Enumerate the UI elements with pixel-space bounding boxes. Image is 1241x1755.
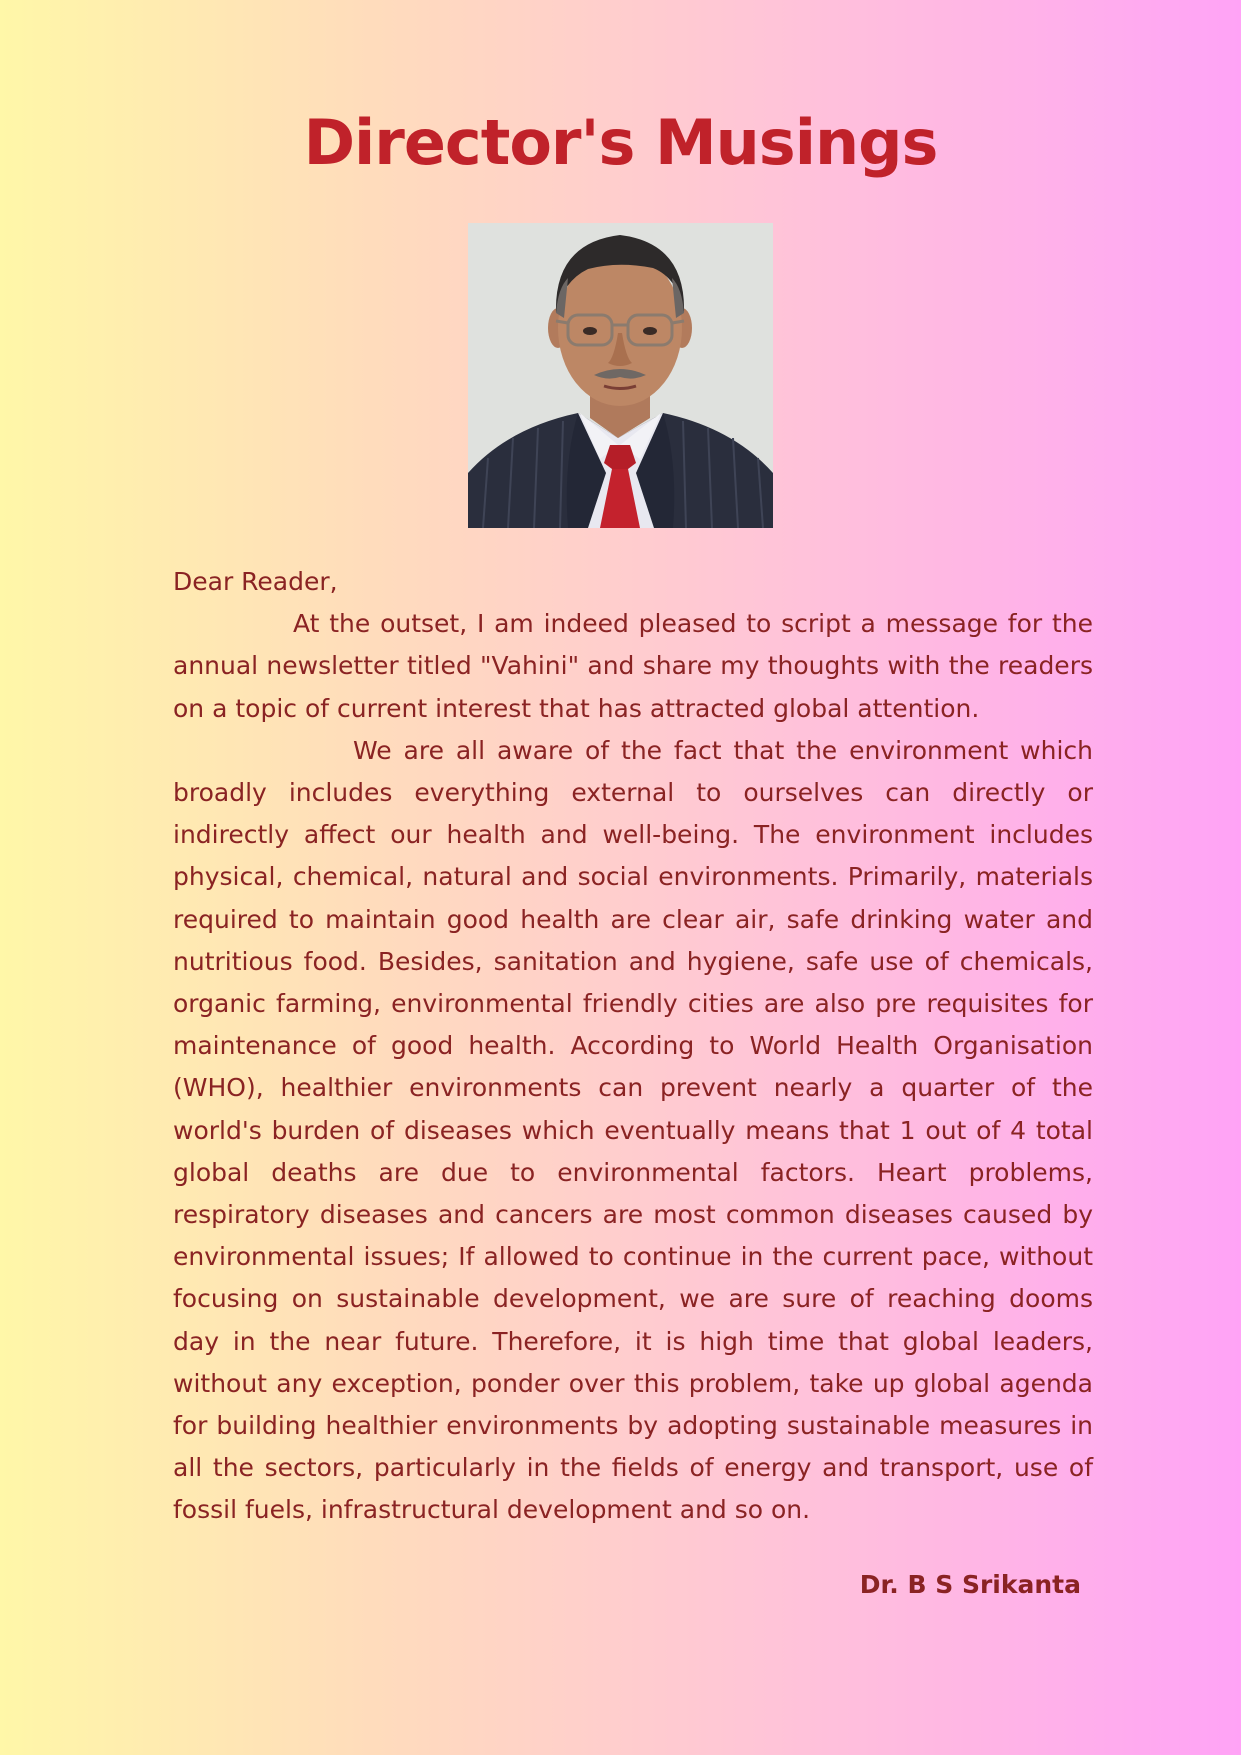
paragraph-environment: We are all aware of the fact that the environment which broadly includes everything external to ourselves can directly or indirectly affect our health and well-being. The environment includes physical, chemical, natural and social environments. Primarily, materials required to maintain good health are clear air, safe drinking water and nutritious food. Besides, sanitation and hygiene, safe use of chemicals, organic farming, environmental friendly cities are also pre requisites for maintenance of good health. According to World Health Organisation (WHO), healthier environments can prevent nearly a quarter of the world's burden of diseases which eventually means that 1 out of 4 total global deaths are due to environmental factors. Heart problems, respiratory diseases and cancers are most common diseases caused by environmental issues; If allowed to continue in the current pace, without focusing on sustainable development, we are sure of reaching dooms day in the near future. Therefore, it is high time that global leaders, without any exception, ponder over this problem, take up global agenda for building healthier environments by adopting sustainable measures in all the sectors, particularly in the fields of energy and transport, use of fossil fuels, infrastructural development and so on. [173,735,1093,1525]
page-title: Director's Musings [303,106,938,179]
signature: Dr. B S Srikanta [859,1570,1081,1599]
director-portrait [468,223,773,528]
letter-body [173,561,1093,1532]
paragraph-intro: At the outset, I am indeed pleased to script a message for the annual newsletter titled "Vahini" and share my thoughts with the readers on a topic of current interest that has attracted global attention. [173,609,1093,723]
salutation: Dear Reader, [173,567,338,596]
